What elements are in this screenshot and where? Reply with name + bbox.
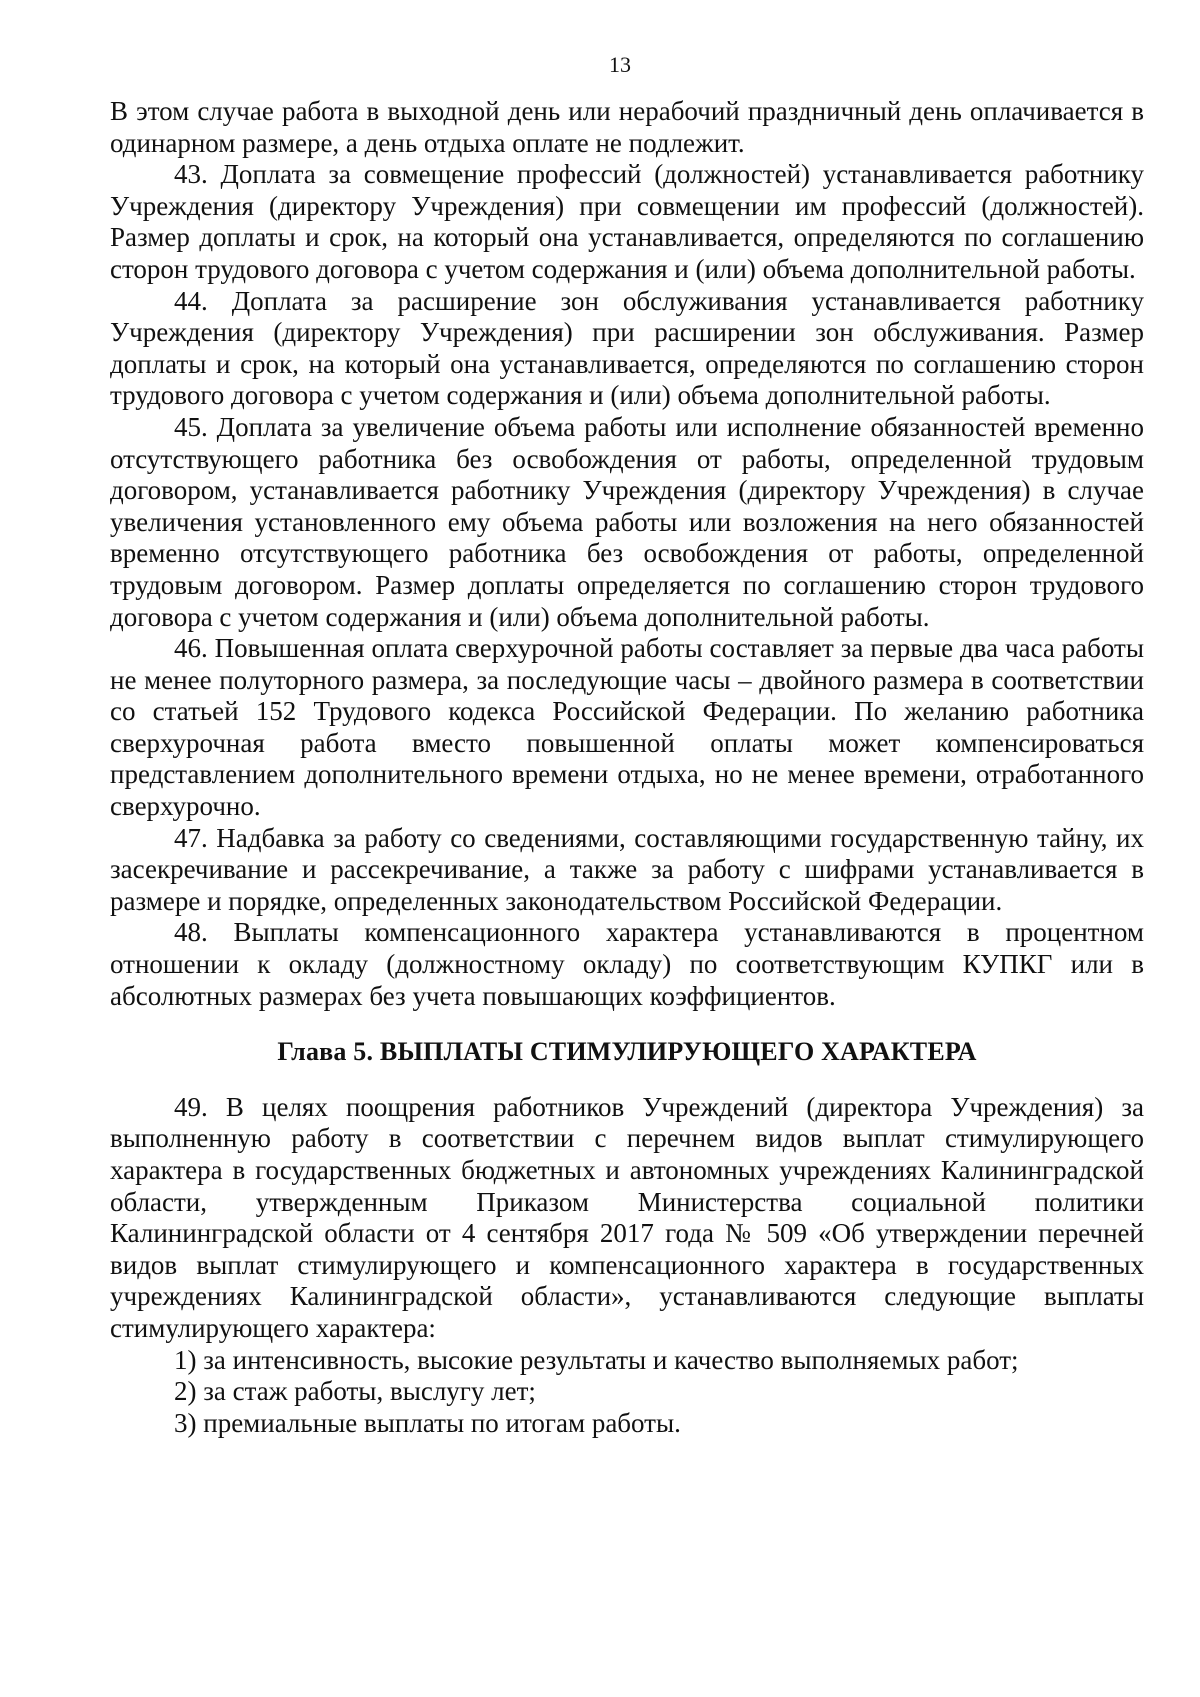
paragraph-43: 43. Доплата за совмещение профессий (должностей) устанавливается работнику Учреждения (директору Учреждения) при совмещении им профессий (должностей). Размер доплаты и срок, на который она устанавливается, определяются по соглашению сторон трудового договора с учетом содержания и (или) объема дополнительной работы. — [110, 159, 1144, 284]
document-body — [110, 96, 1144, 1439]
paragraph-44: 44. Доплата за расширение зон обслуживания устанавливается работнику Учреждения (директору Учреждения) при расширении зон обслуживания. Размер доплаты и срок, на который она устанавливается, определяются по соглашению сторон трудового договора с учетом содержания и (или) объема дополнительной работы. — [110, 285, 1144, 411]
paragraph-47: 47. Надбавка за работу со сведениями, составляющими государственную тайну, их засекречивание и рассекречивание, а также за работу с шифрами устанавливается в размере и порядке, определенных законодательством Российской Федерации. — [110, 822, 1144, 916]
page-number: 13 — [609, 52, 631, 77]
list-item: 1) за интенсивность, высокие результаты и качество выполняемых работ; — [174, 1344, 1019, 1375]
list-item: 2) за стаж работы, выслугу лет; — [174, 1376, 536, 1407]
list-item: 3) премиальные выплаты по итогам работы. — [174, 1407, 681, 1438]
paragraph-49: 49. В целях поощрения работников Учреждений (директора Учреждения) за выполненную работу в соответствии с перечнем видов выплат стимулирующего характера в государственных бюджетных и автономных учреждениях Калининградской области, утвержденным Приказом Министерства социальной политики Калининградской области от 4 сентября 2017 года № 509 «Об утверждении перечней видов выплат стимулирующего и компенсационного характера в государственных учреждениях Калининградской области», устанавливаются следующие выплаты стимулирующего характера: — [110, 1091, 1144, 1343]
paragraph-continuation: В этом случае работа в выходной день или нерабочий праздничный день оплачивается в одинарном размере, а день отдыха оплате не подлежит. — [110, 96, 1144, 158]
section-compensation-payments — [110, 96, 1144, 1012]
chapter-title: Глава 5. ВЫПЛАТЫ СТИМУЛИРУЮЩЕГО ХАРАКТЕРА — [277, 1037, 977, 1067]
section-incentive-payments — [110, 1092, 1144, 1440]
paragraph-45: 45. Доплата за увеличение объема работы или исполнение обязанностей временно отсутствующего работника без освобождения от работы, определенной трудовым договором, устанавливается работнику Учреждения (директору Учреждения) в случае увеличения установленного ему объема работы или возложения на него обязанностей временно отсутствующего работника без освобождения от работы, определенной трудовым договором. Размер доплаты определяется по соглашению сторон трудового договора с учетом содержания и (или) объема дополнительной работы. — [110, 411, 1144, 632]
paragraph-48: 48. Выплаты компенсационного характера устанавливаются в процентном отношении к окладу (должностному окладу) по соответствующим КУПКГ или в абсолютных размерах без учета повышающих коэффициентов. — [110, 917, 1144, 1011]
paragraph-46: 46. Повышенная оплата сверхурочной работы составляет за первые два часа работы не менее полуторного размера, за последующие часы – двойного размера в соответствии со статьей 152 Трудового кодекса Российской Федерации. По желанию работника сверхурочная работа вместо повышенной оплаты может компенсироваться представлением дополнительного времени отдыха, но не менее времени, отработанного сверхурочно. — [110, 633, 1144, 822]
